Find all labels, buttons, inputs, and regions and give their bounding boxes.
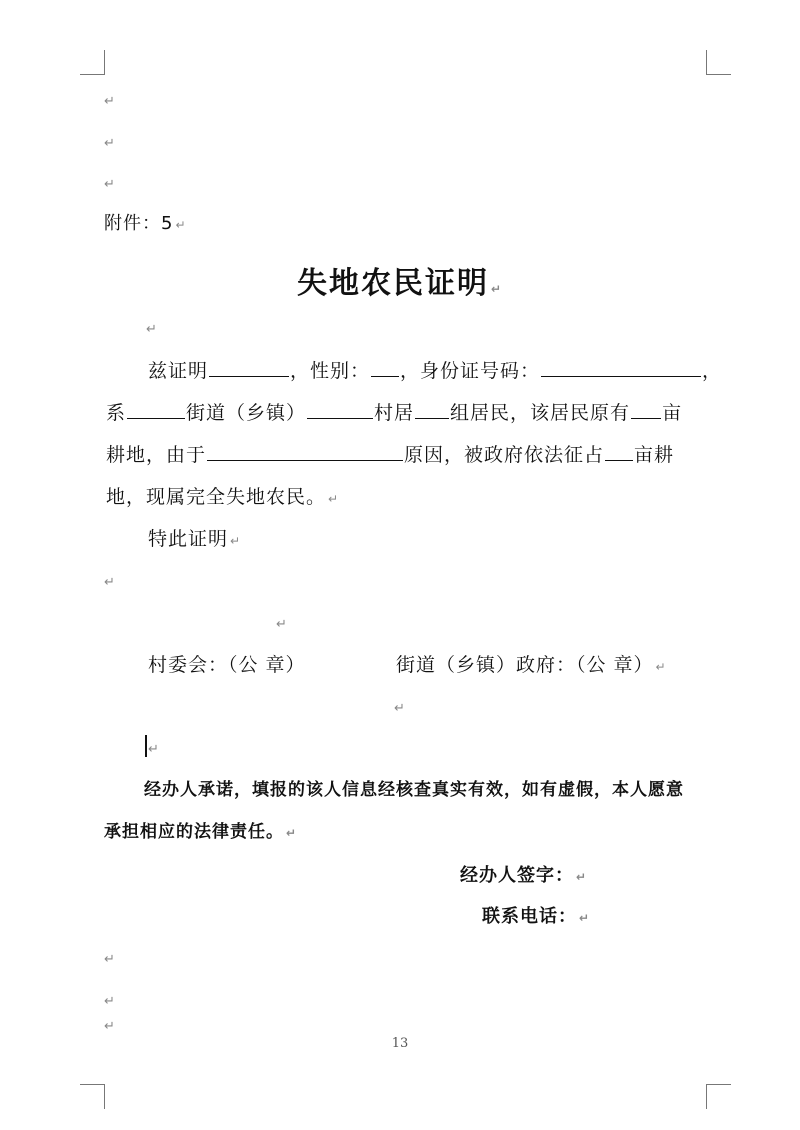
body-line-5 — [148, 527, 241, 553]
paragraph-mark-icon: ↵ — [286, 826, 298, 840]
seal-street-text: 街道（乡镇）政府：（公 章） — [396, 654, 654, 676]
street-blank — [127, 400, 185, 419]
body-text: 耕地，由于 — [106, 444, 207, 466]
body-text: 组居民，该居民原有 — [450, 402, 631, 424]
page-number-text: 13 — [391, 1036, 409, 1051]
paragraph-mark-icon: ↵ — [104, 94, 115, 109]
paragraph-mark-icon: ↵ — [394, 701, 405, 716]
seal-village — [148, 653, 306, 677]
paragraph-mark-icon: ↵ — [104, 177, 115, 192]
body-text: ，身份证号码： — [400, 360, 541, 382]
phone-label-text: 联系电话： — [482, 906, 577, 927]
body-text: 亩耕 — [634, 444, 675, 466]
signature-label-text: 经办人签字： — [460, 865, 574, 886]
village-blank — [307, 400, 373, 419]
body-line-4 — [106, 485, 339, 511]
signature-label — [460, 864, 587, 889]
margin-corner-top-right — [706, 50, 731, 75]
paragraph-mark-icon: ↵ — [490, 282, 504, 296]
paragraph-mark-icon: ↵ — [146, 322, 157, 337]
reason-blank — [207, 442, 403, 461]
id-number-blank — [541, 358, 701, 377]
body-text: 系 — [106, 402, 127, 424]
paragraph-mark-icon: ↵ — [328, 492, 340, 506]
seal-street — [396, 653, 667, 679]
attachment-label — [104, 212, 187, 237]
paragraph-mark-icon: ↵ — [576, 870, 588, 884]
body-text: 兹证明 — [148, 360, 209, 382]
body-line-1 — [148, 358, 722, 383]
margin-corner-bottom-left — [80, 1084, 105, 1109]
name-blank — [209, 358, 289, 377]
paragraph-mark-icon: ↵ — [104, 575, 115, 590]
page-number — [0, 1036, 800, 1051]
margin-corner-top-left — [80, 50, 105, 75]
paragraph-mark-icon: ↵ — [579, 911, 591, 925]
pledge-text: 经办人承诺，填报的该人信息经核查真实有效，如有虚假，本人愿意 — [144, 780, 684, 800]
body-text: 村居 — [374, 402, 415, 424]
paragraph-mark-icon: ↵ — [104, 136, 115, 151]
paragraph-mark-icon: ↵ — [175, 218, 187, 232]
group-blank — [415, 400, 449, 419]
body-text: 特此证明 — [148, 528, 229, 550]
text-cursor — [145, 735, 147, 757]
original-area-blank — [631, 400, 661, 419]
pledge-text: 承担相应的法律责任。 — [104, 822, 284, 842]
body-line-3 — [106, 442, 674, 467]
body-text: 原因，被政府依法征占 — [404, 444, 605, 466]
paragraph-mark-icon: ↵ — [230, 534, 242, 548]
expropriated-area-blank — [605, 442, 633, 461]
paragraph-mark-icon: ↵ — [104, 952, 115, 967]
paragraph-mark-icon: ↵ — [148, 742, 159, 757]
paragraph-mark-icon: ↵ — [276, 617, 287, 632]
body-text: 街道（乡镇） — [186, 402, 307, 424]
pledge-line-2 — [104, 820, 297, 845]
phone-label — [482, 905, 590, 930]
document-title-text: 失地农民证明 — [296, 266, 489, 301]
body-text: ，性别： — [290, 360, 371, 382]
gender-blank — [371, 358, 399, 377]
paragraph-mark-icon: ↵ — [104, 994, 115, 1009]
body-text: 亩 — [662, 402, 683, 424]
document-title — [0, 258, 800, 302]
body-text: 地，现属完全失地农民。 — [106, 486, 327, 508]
paragraph-mark-icon: ↵ — [655, 660, 667, 674]
seal-village-text: 村委会：（公 章） — [148, 654, 306, 676]
body-text: ， — [702, 360, 723, 382]
attachment-label-text: 附件：5 — [104, 213, 174, 234]
pledge-line-1 — [144, 778, 684, 802]
margin-corner-bottom-right — [706, 1084, 731, 1109]
body-line-2 — [106, 400, 682, 425]
paragraph-mark-icon: ↵ — [104, 1019, 115, 1034]
